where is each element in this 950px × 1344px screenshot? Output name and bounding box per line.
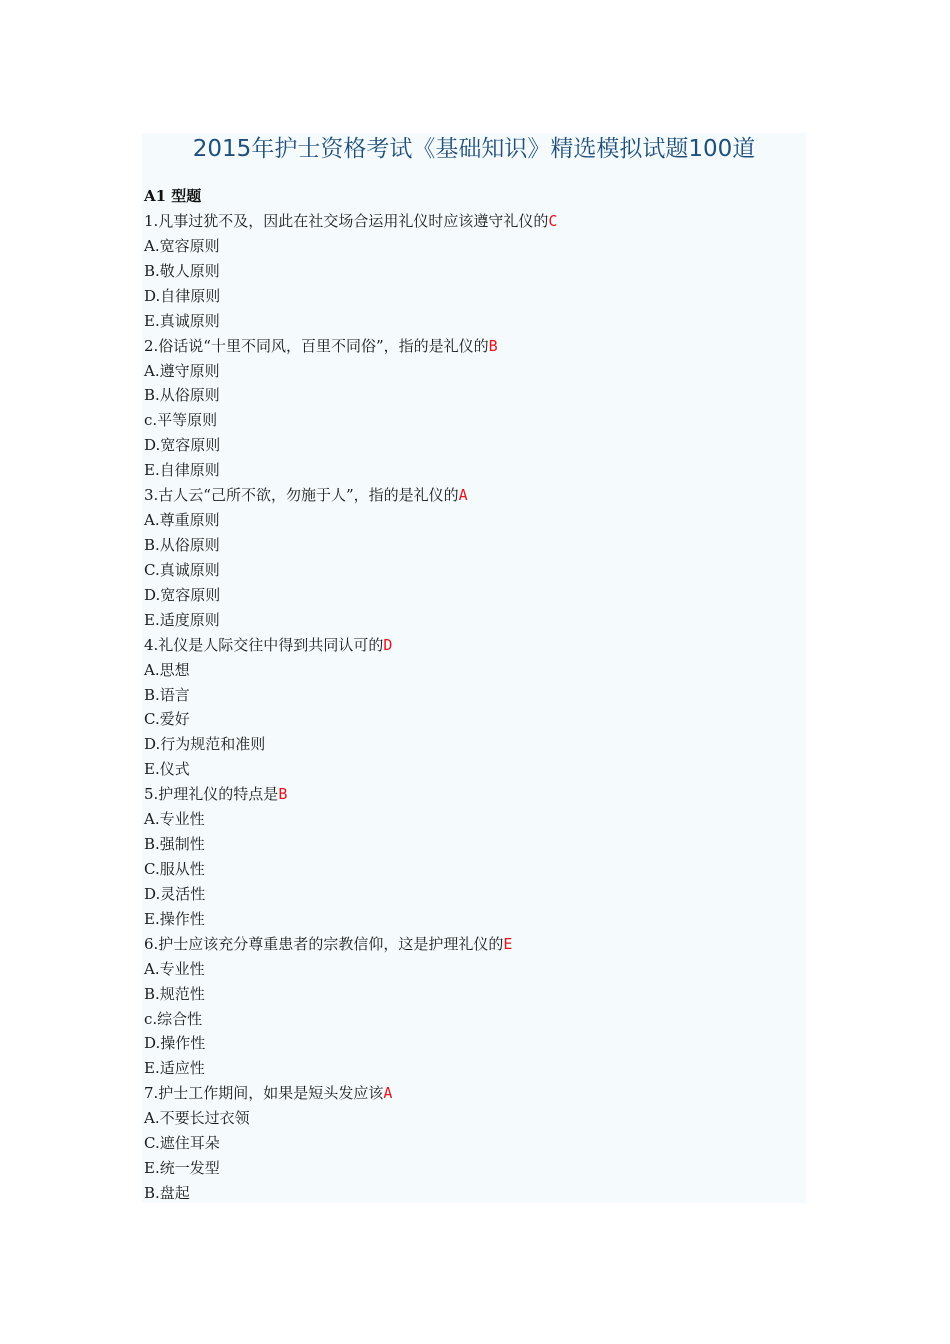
option-item: E.适应性	[144, 1059, 205, 1078]
option-item: C.真诚原则	[144, 560, 220, 579]
question-text: 7.护士工作期间，如果是短头发应该	[144, 1084, 384, 1103]
option-item: D.操作性	[144, 1034, 206, 1053]
question-stem	[144, 932, 557, 957]
option-item: A.宽容原则	[144, 236, 220, 255]
option-item: c.平等原则	[144, 411, 218, 430]
option-item: B.语言	[144, 685, 190, 704]
option-item: B.从俗原则	[144, 386, 220, 405]
option-item: C.爱好	[144, 710, 190, 729]
question-stem	[144, 334, 557, 359]
option-item: B.敬人原则	[144, 261, 220, 280]
answer-key: A	[458, 486, 468, 505]
option-item: A.专业性	[144, 810, 205, 829]
question-text: 3.古人云“己所不欲，勿施于人”，指的是礼仪的	[144, 486, 459, 505]
option-item: c.综合性	[144, 1009, 203, 1028]
option-item: C.遮住耳朵	[144, 1134, 220, 1153]
option-item: D.宽容原则	[144, 436, 221, 455]
option-item: C.服从性	[144, 859, 205, 878]
question-stem	[144, 1081, 557, 1106]
document-title: 2015年护士资格考试《基础知识》精选模拟试题100道	[192, 136, 756, 162]
answer-key: A	[383, 1084, 393, 1103]
document-panel	[142, 133, 806, 1203]
answer-key: B	[278, 785, 288, 804]
option-item: B.规范性	[144, 984, 205, 1003]
section-heading: A1 型题	[144, 187, 202, 205]
question-stem	[144, 483, 557, 508]
question-text: 4.礼仪是人际交往中得到共同认可的	[144, 635, 384, 654]
option-item: A.专业性	[144, 959, 205, 978]
answer-key: D	[383, 635, 393, 654]
option-item: D.自律原则	[144, 286, 221, 305]
option-item: B.盘起	[144, 1183, 190, 1202]
option-item: B.强制性	[144, 835, 205, 854]
option-item: E.自律原则	[144, 461, 220, 480]
question-list	[144, 209, 557, 1206]
option-item: E.统一发型	[144, 1159, 220, 1178]
question-stem	[144, 782, 557, 807]
answer-key: E	[503, 934, 513, 953]
option-item: E.仪式	[144, 760, 190, 779]
question-stem	[144, 633, 557, 658]
option-item: A.不要长过衣领	[144, 1109, 250, 1128]
answer-key: C	[548, 212, 558, 230]
question-text: 2.俗话说“十里不同风，百里不同俗”，指的是礼仪的	[144, 336, 489, 355]
option-item: E.适度原则	[144, 610, 220, 629]
option-item: A.尊重原则	[144, 511, 220, 530]
option-item: A.思想	[144, 660, 190, 679]
question-stem	[144, 209, 557, 234]
option-item: E.操作性	[144, 909, 205, 928]
option-item: D.宽容原则	[144, 585, 221, 604]
option-item: B.从俗原则	[144, 535, 220, 554]
question-text: 1.凡事过犹不及，因此在社交场合运用礼仪时应该遵守礼仪的	[144, 212, 549, 230]
answer-key: B	[488, 336, 498, 355]
option-item: E.真诚原则	[144, 311, 220, 330]
option-item: D.灵活性	[144, 884, 206, 903]
option-item: A.遵守原则	[144, 361, 220, 380]
option-item: D.行为规范和准则	[144, 735, 266, 754]
question-text: 6.护士应该充分尊重患者的宗教信仰，这是护理礼仪的	[144, 934, 504, 953]
question-text: 5.护理礼仪的特点是	[144, 785, 279, 804]
